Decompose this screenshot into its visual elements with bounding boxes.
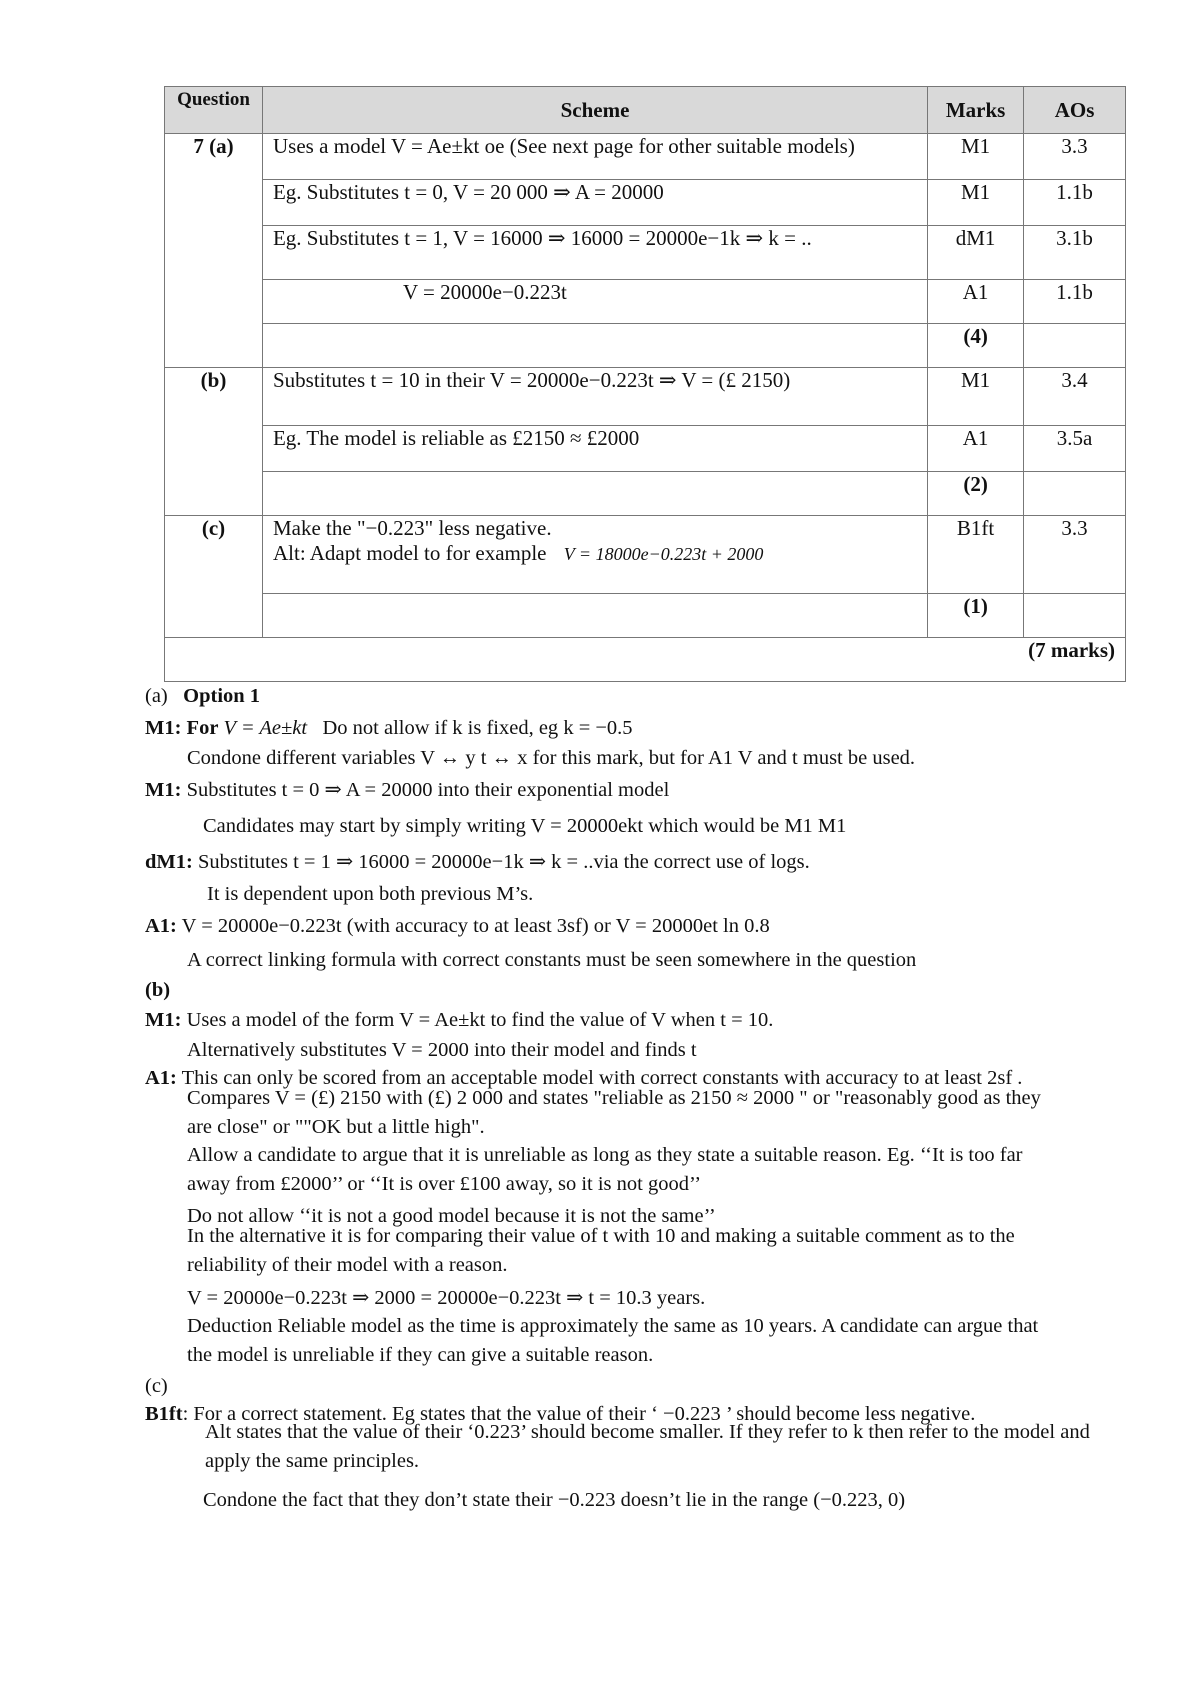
- subtotal-cell: (1): [928, 594, 1024, 638]
- note-m1-substitutes: M1: Substitutes t = 0 ⇒ A = 20000 into their exponential model: [145, 779, 670, 801]
- marks-cell: M1: [928, 134, 1024, 180]
- table-total-row: [165, 638, 1126, 682]
- note-dm1-dependent: It is dependent upon both previous M’s.: [207, 883, 534, 905]
- note-condone: Condone different variables V ↔ y t ↔ x for this mark, but for A1 V and t must be used.: [187, 747, 916, 769]
- note-dm1: dM1: Substitutes t = 1 ⇒ 16000 = 20000e−1k ⇒ k = ..via the correct use of logs.: [145, 851, 810, 873]
- note-b-a1: A1: This can only be scored from an acceptable model with correct constants with accuracy to at least 2sf .: [145, 1067, 1023, 1089]
- table-row: [165, 180, 1126, 226]
- marks-cell: A1: [928, 426, 1024, 472]
- note-b-m1: M1: Uses a model of the form V = Ae±kt to find the value of V when t = 10.: [145, 1009, 774, 1031]
- part-c-heading: (c): [145, 1375, 168, 1397]
- subtotal-cell: (4): [928, 324, 1024, 368]
- marks-cell: A1: [928, 280, 1024, 324]
- header-marks: Marks: [928, 87, 1024, 134]
- scheme-cell: V = 20000e−0.223t: [262, 280, 927, 324]
- table-header-row: [165, 87, 1126, 134]
- ao-cell: [1024, 324, 1126, 368]
- note-b1ft: B1ft: For a correct statement. Eg states that the value of their ‘ −0.223 ’ should become less negative.: [145, 1403, 976, 1425]
- ao-cell: [1024, 472, 1126, 516]
- question-label: (c): [165, 516, 263, 638]
- scheme-cell: Eg. Substitutes t = 1, V = 16000 ⇒ 16000 = 20000e−1k ⇒ k = ..: [262, 226, 927, 280]
- ao-cell: 1.1b: [1024, 180, 1126, 226]
- scheme-cell: Substitutes t = 10 in their V = 20000e−0.223t ⇒ V = (£ 2150): [262, 368, 927, 426]
- note-compares: Compares V = (£) 2150 with (£) 2 000 and states "reliable as 2150 ≈ 2000 " or "reasonably good as they are close" or ""OK but a little high".: [187, 1087, 1041, 1138]
- marks-cell: M1: [928, 368, 1024, 426]
- header-scheme: Scheme: [262, 87, 927, 134]
- table-row: [165, 472, 1126, 516]
- note-m1-for: M1: For V = Ae±kt Do not allow if k is fixed, eg k = −0.5: [145, 717, 633, 739]
- header-aos: AOs: [1024, 87, 1126, 134]
- scheme-line: Make the "−0.223" less negative.: [272, 516, 552, 540]
- note-b-m1-alt: Alternatively substitutes V = 2000 into their model and finds t: [187, 1039, 697, 1061]
- scheme-cell: Uses a model V = Ae±kt oe (See next page for other suitable models): [262, 134, 927, 180]
- scheme-cell: [262, 472, 927, 516]
- note-candidates-start: Candidates may start by simply writing V = 20000ekt which would be M1 M1: [203, 815, 847, 837]
- scheme-cell: Eg. The model is reliable as £2150 ≈ £2000: [262, 426, 927, 472]
- table-row: [165, 280, 1126, 324]
- question-label: 7 (a): [165, 134, 263, 368]
- table-row: [165, 426, 1126, 472]
- scheme-cell: Eg. Substitutes t = 0, V = 20 000 ⇒ A = 20000: [262, 180, 927, 226]
- mark-scheme-table: [164, 86, 1126, 682]
- scheme-cell: [262, 516, 927, 594]
- note-do-not-allow: Do not allow ‘‘it is not a good model because it is not the same’’: [187, 1205, 716, 1227]
- scheme-text: Alt: Adapt model to for example: [272, 541, 547, 565]
- table-row: [165, 226, 1126, 280]
- question-label: (b): [165, 368, 263, 516]
- table-row: [165, 594, 1126, 638]
- subtotal-cell: (2): [928, 472, 1024, 516]
- scheme-cell: [262, 594, 927, 638]
- note-alt-math: V = 20000e−0.223t ⇒ 2000 = 20000e−0.223t ⇒ t = 10.3 years.: [187, 1287, 706, 1309]
- table-row: [165, 516, 1126, 594]
- ao-cell: 3.4: [1024, 368, 1126, 426]
- note-deduction: Deduction Reliable model as the time is approximately the same as 10 years. A candidate can argue that the model is unreliable if they can give a suitable reason.: [187, 1315, 1039, 1366]
- marks-cell: dM1: [928, 226, 1024, 280]
- ao-cell: 3.5a: [1024, 426, 1126, 472]
- scheme-formula: V = 18000e−0.223t + 2000: [563, 544, 764, 564]
- table-row: [165, 324, 1126, 368]
- ao-cell: 3.3: [1024, 134, 1126, 180]
- note-b1-condone: Condone the fact that they don’t state their −0.223 doesn’t lie in the range (−0.223, 0): [203, 1489, 906, 1511]
- total-marks: (7 marks): [165, 638, 1126, 682]
- marks-cell: B1ft: [928, 516, 1024, 594]
- ao-cell: 1.1b: [1024, 280, 1126, 324]
- note-alt-compare: In the alternative it is for comparing their value of t with 10 and making a suitable comment as to the reliability of their model with a reason.: [187, 1225, 1015, 1276]
- marks-cell: M1: [928, 180, 1024, 226]
- table-row: [165, 368, 1126, 426]
- header-question: Question: [165, 87, 263, 134]
- ao-cell: [1024, 594, 1126, 638]
- scheme-cell: [262, 324, 927, 368]
- ao-cell: 3.3: [1024, 516, 1126, 594]
- note-a1: A1: V = 20000e−0.223t (with accuracy to at least 3sf) or V = 20000et ln 0.8: [145, 915, 770, 937]
- table-row: [165, 134, 1126, 180]
- note-b1-alt: Alt states that the value of their ‘0.223’ should become smaller. If they refer to k then refer to the model and apply the same principles.: [205, 1421, 1090, 1472]
- scheme-line: [273, 541, 917, 566]
- part-a-heading: (a) Option 1: [145, 685, 261, 707]
- ao-cell: 3.1b: [1024, 226, 1126, 280]
- part-b-heading: (b): [145, 979, 171, 1001]
- note-allow: Allow a candidate to argue that it is unreliable as long as they state a suitable reason. Eg. ‘‘It is too far away from £2000’’ or ‘‘It is over £100 away, so it is not good’’: [187, 1144, 1023, 1195]
- note-a1-linking: A correct linking formula with correct constants must be seen somewhere in the question: [187, 949, 917, 971]
